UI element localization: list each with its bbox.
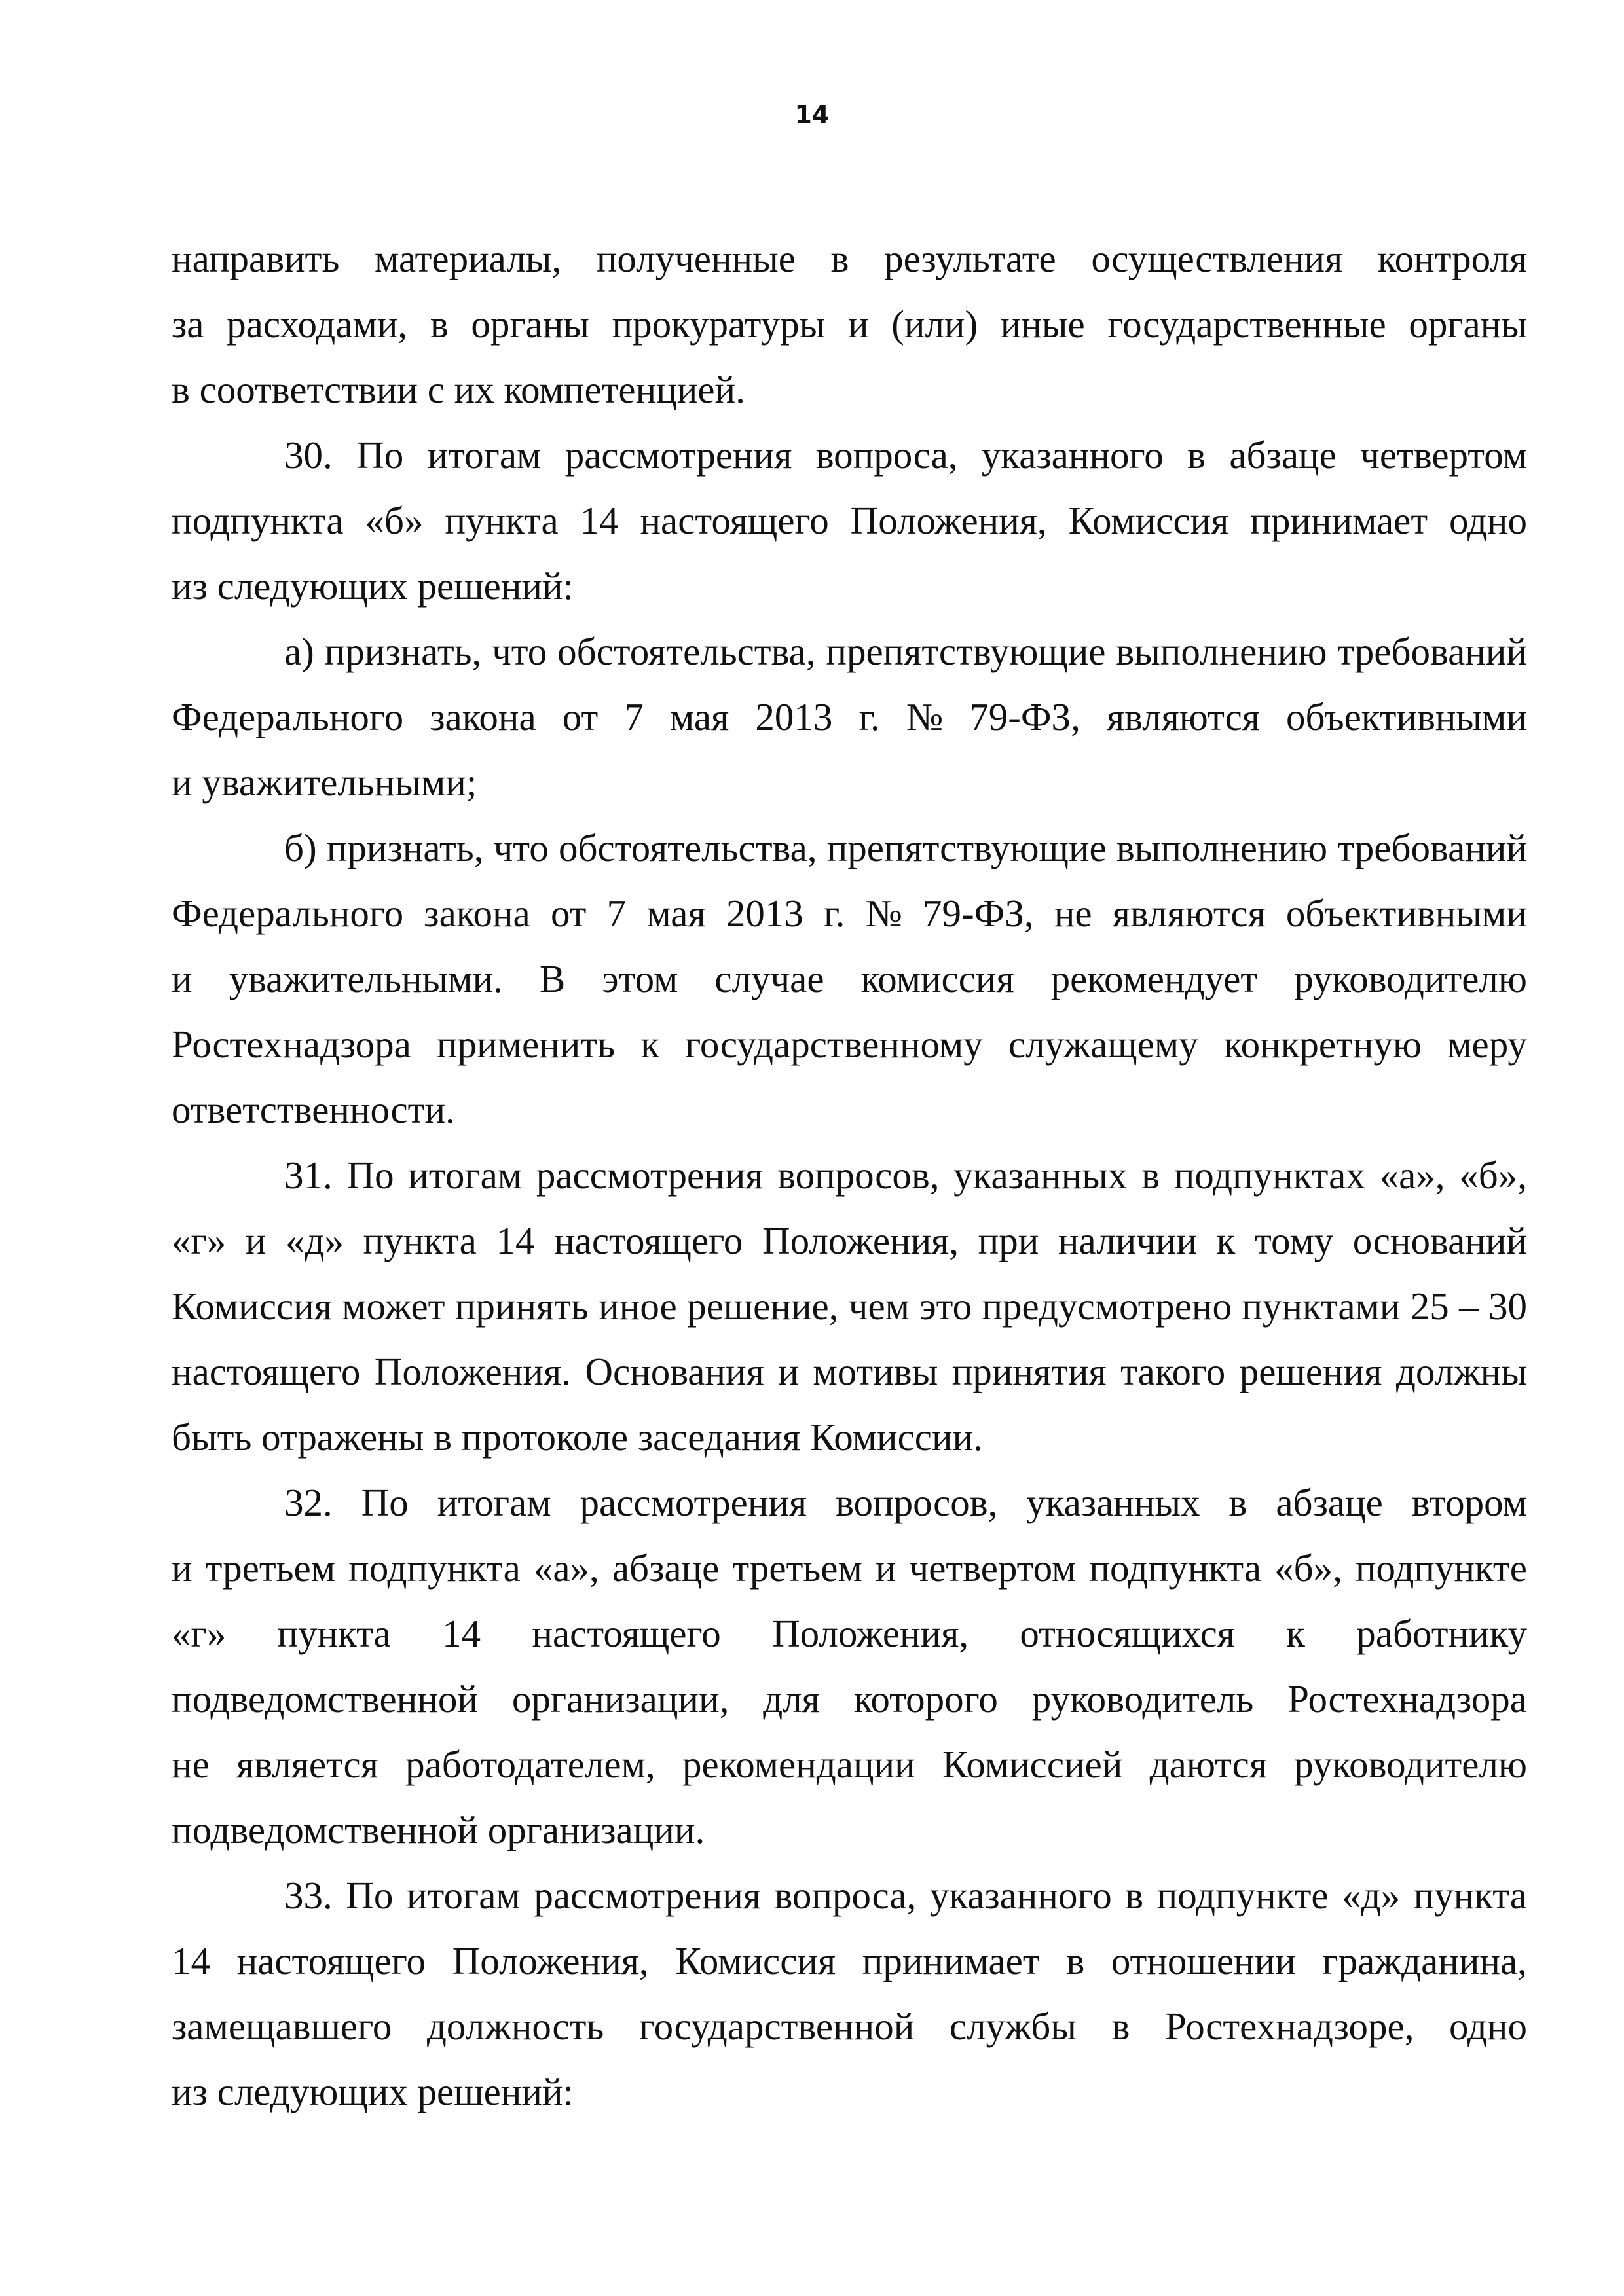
word: 7 — [624, 695, 644, 738]
word: «д» — [1342, 1874, 1401, 1917]
word: должность — [426, 2005, 604, 2048]
word: государственные — [1107, 302, 1386, 346]
word: настоящего — [236, 1939, 426, 1982]
word: уважительными. — [229, 957, 503, 1000]
word: замещавшего — [172, 2005, 392, 2048]
text-line: подведомственной организации. — [172, 1808, 705, 1851]
word: настоящего — [532, 1612, 721, 1655]
text-line — [172, 1601, 1527, 1666]
word: организации, — [511, 1677, 729, 1721]
word: настоящего — [172, 1350, 361, 1393]
word: отношении — [1111, 1939, 1296, 1982]
word: 32. — [284, 1481, 333, 1524]
word: подпункта — [348, 1546, 521, 1590]
text-line: в соответствии с их компетенцией. — [172, 368, 745, 411]
text-line — [172, 684, 1527, 750]
word: указанного — [929, 1874, 1112, 1917]
word: «б», — [1274, 1546, 1342, 1590]
word: обстоятельства, — [558, 826, 817, 869]
word: указанного — [981, 433, 1164, 477]
word: втором — [1411, 1481, 1527, 1524]
word: и — [847, 302, 869, 346]
word: 14 — [496, 1219, 535, 1262]
word: относящихся — [1020, 1612, 1235, 1655]
text-line: быть отражены в протоколе заседания Комиссии. — [172, 1415, 983, 1459]
word: Ростехнадзоре, — [1164, 2005, 1414, 2048]
word: «а», — [533, 1546, 599, 1590]
word: не — [1054, 892, 1092, 935]
word: одно — [1449, 2005, 1527, 2048]
word: конкретную — [1223, 1023, 1422, 1066]
word: Основания — [585, 1350, 764, 1393]
word: подпункта — [1089, 1546, 1262, 1590]
text-line — [284, 1863, 1527, 1928]
word: «г» — [172, 1219, 227, 1262]
paragraph-p-31 — [172, 1142, 1527, 1470]
paragraph-p-30a — [172, 619, 1527, 815]
word: объективными — [1286, 695, 1527, 738]
paragraph-p-32 — [172, 1470, 1527, 1863]
text-line — [172, 1535, 1527, 1601]
word: служащему — [1008, 1023, 1198, 1066]
word: органы — [1409, 302, 1527, 346]
word: итогам — [408, 1154, 523, 1197]
word: 33. — [284, 1874, 333, 1917]
word: третьем — [732, 1546, 862, 1590]
word: работодателем, — [405, 1743, 655, 1786]
word: что — [493, 826, 549, 869]
word: пункта — [277, 1612, 391, 1655]
text-line — [172, 1339, 1527, 1404]
word: Комиссия — [172, 1285, 332, 1328]
word: – — [1459, 1285, 1479, 1328]
word: осуществления — [1091, 237, 1343, 280]
word: является — [236, 1743, 378, 1786]
word: 30 — [1488, 1285, 1527, 1328]
word: органы — [471, 302, 589, 346]
word: мая — [669, 695, 729, 738]
word: б) — [284, 826, 317, 869]
word: и — [172, 1546, 193, 1590]
word: обстоятельства, — [557, 630, 816, 673]
word: абзаце — [612, 1546, 720, 1590]
word: подпункта — [172, 499, 344, 542]
word: требований — [1337, 826, 1527, 869]
word: 14 — [442, 1612, 481, 1655]
paragraph-p-cont — [172, 226, 1527, 422]
text-line — [172, 881, 1527, 946]
text-line — [172, 1666, 1527, 1732]
word: полученные — [596, 237, 796, 280]
word: Положения, — [762, 1219, 959, 1262]
word: настоящего — [554, 1219, 743, 1262]
text-line — [172, 946, 1527, 1011]
word: прокуратуры — [612, 302, 826, 346]
text-line — [172, 291, 1527, 357]
word: (или) — [891, 302, 978, 346]
word: четвертом — [1360, 433, 1527, 477]
word: к — [640, 1023, 659, 1066]
word: а) — [284, 630, 314, 673]
word: иное — [599, 1285, 677, 1328]
word: «б», — [1459, 1154, 1527, 1197]
word: 79-ФЗ, — [923, 892, 1034, 935]
word: «д» — [286, 1219, 344, 1262]
word: к — [1286, 1612, 1305, 1655]
word: 2013 — [755, 695, 833, 738]
word: работнику — [1356, 1612, 1527, 1655]
word: в — [1066, 1939, 1085, 1982]
word: указанных — [1026, 1481, 1200, 1524]
word: может — [342, 1285, 445, 1328]
word: даются — [1149, 1743, 1267, 1786]
word: государственной — [638, 2005, 915, 2048]
word: признать, — [326, 826, 484, 869]
word: вопросов, — [777, 1154, 940, 1197]
word: которого — [853, 1677, 998, 1721]
word: в — [430, 302, 449, 346]
word: Положения, — [452, 1939, 649, 1982]
word: третьем — [205, 1546, 336, 1590]
paragraph-p-30 — [172, 422, 1527, 619]
word: в — [1141, 1154, 1160, 1197]
text-line: из следующих решений: — [172, 2070, 574, 2113]
word: вопросов, — [836, 1481, 998, 1524]
word: препятствующие — [826, 826, 1107, 869]
word: решение, — [687, 1285, 839, 1328]
word: государственному — [685, 1023, 983, 1066]
text-line — [172, 488, 1527, 553]
word: г. — [824, 892, 845, 935]
word: являются — [1112, 892, 1266, 935]
word: 79-ФЗ, — [969, 695, 1080, 738]
word: Положения, — [772, 1612, 969, 1655]
word: в — [1187, 433, 1206, 477]
word: итогам — [406, 1874, 521, 1917]
text-line — [172, 1732, 1527, 1797]
word: 31. — [284, 1154, 333, 1197]
word: 7 — [606, 892, 627, 935]
word: наличии — [1058, 1219, 1198, 1262]
word: вопроса, — [815, 433, 958, 477]
word: По — [346, 1874, 394, 1917]
text-line: из следующих решений: — [172, 564, 574, 608]
word: руководителю — [1294, 957, 1527, 1000]
word: и — [778, 1350, 799, 1393]
word: оснований — [1352, 1219, 1527, 1262]
word: подпунктах — [1173, 1154, 1365, 1197]
word: итогам — [427, 433, 542, 477]
word: в — [1125, 1874, 1144, 1917]
word: вопроса, — [774, 1874, 917, 1917]
paragraph-p-33 — [172, 1863, 1527, 2124]
word: для — [763, 1677, 820, 1721]
word: руководителю — [1294, 1743, 1527, 1786]
word: этом — [602, 957, 678, 1000]
word: от — [550, 892, 587, 935]
word: и — [875, 1546, 896, 1590]
word: Положения, — [850, 499, 1047, 542]
word: гражданина, — [1322, 1939, 1527, 1982]
text-line — [284, 422, 1527, 488]
word: 14 — [172, 1939, 210, 1982]
word: четвертом — [909, 1546, 1077, 1590]
word: подведомственной — [172, 1677, 478, 1721]
word: Федерального — [172, 892, 404, 935]
word: рассмотрения — [580, 1481, 807, 1524]
word: указанных — [953, 1154, 1128, 1197]
word: рекомендует — [1050, 957, 1258, 1000]
document-body — [172, 226, 1527, 2124]
word: такого — [1120, 1350, 1226, 1393]
word: принятия — [951, 1350, 1107, 1393]
word: предусмотрено — [982, 1285, 1232, 1328]
word: службы — [949, 2005, 1077, 2048]
word: рассмотрения — [534, 1874, 761, 1917]
word: принимает — [862, 1939, 1040, 1982]
word: 14 — [580, 499, 619, 542]
word: настоящего — [640, 499, 829, 542]
word: и — [172, 957, 193, 1000]
word: при — [978, 1219, 1039, 1262]
word: По — [356, 433, 404, 477]
word: закона — [424, 892, 530, 935]
word: одно — [1449, 499, 1527, 542]
word: По — [361, 1481, 409, 1524]
word: пункта — [363, 1219, 477, 1262]
word: решения — [1239, 1350, 1382, 1393]
word: меру — [1447, 1023, 1527, 1066]
word: признать, — [324, 630, 482, 673]
text-line: и уважительными; — [172, 761, 477, 804]
word: за — [172, 302, 204, 346]
word: № — [865, 892, 902, 935]
word: принимает — [1250, 499, 1428, 542]
word: руководитель — [1031, 1677, 1254, 1721]
word: расходами, — [227, 302, 408, 346]
word: пункта — [445, 499, 559, 542]
word: 30. — [284, 433, 333, 477]
word: Положения. — [374, 1350, 571, 1393]
word: Комиссия — [675, 1939, 836, 1982]
word: результате — [884, 237, 1056, 280]
word: и — [245, 1219, 267, 1262]
word: закона — [430, 695, 536, 738]
word: от — [562, 695, 599, 738]
word: рассмотрения — [536, 1154, 764, 1197]
word: выполнению — [1116, 630, 1327, 673]
word: г. — [858, 695, 880, 738]
word: рекомендации — [682, 1743, 915, 1786]
word: тому — [1254, 1219, 1334, 1262]
text-line — [172, 226, 1527, 291]
word: «а», — [1379, 1154, 1445, 1197]
word: абзаце — [1229, 433, 1337, 477]
word: мотивы — [813, 1350, 938, 1393]
text-line — [284, 815, 1527, 881]
word: объективными — [1285, 892, 1527, 935]
word: В — [539, 957, 566, 1000]
word: 2013 — [726, 892, 803, 935]
word: «б» — [365, 499, 424, 542]
word: в — [830, 237, 849, 280]
word: контроля — [1377, 237, 1527, 280]
word: в — [1111, 2005, 1130, 2048]
text-line — [172, 1208, 1527, 1273]
word: итогам — [437, 1481, 551, 1524]
word: требований — [1337, 630, 1527, 673]
word: Комиссия — [1068, 499, 1229, 542]
word: принять — [454, 1285, 589, 1328]
word: чем — [848, 1285, 910, 1328]
word: Комиссией — [942, 1743, 1123, 1786]
word: выполнению — [1116, 826, 1328, 869]
text-line — [172, 1928, 1527, 1994]
word: Федерального — [172, 695, 404, 738]
text-line — [172, 1994, 1527, 2059]
word: не — [172, 1743, 210, 1786]
word: Ростехнадзора — [1287, 1677, 1527, 1721]
text-line — [284, 1142, 1527, 1208]
word: рассмотрения — [564, 433, 792, 477]
word: подпункте — [1156, 1874, 1329, 1917]
word: По — [346, 1154, 394, 1197]
text-line — [172, 1273, 1527, 1339]
paragraph-p-30b — [172, 815, 1527, 1142]
text-line — [284, 619, 1527, 684]
text-line: ответственности. — [172, 1088, 455, 1131]
word: являются — [1106, 695, 1260, 738]
word: это — [919, 1285, 972, 1328]
text-line — [172, 1011, 1527, 1077]
word: препятствующие — [826, 630, 1106, 673]
word: 25 — [1410, 1285, 1449, 1328]
word: иные — [1000, 302, 1085, 346]
word: что — [492, 630, 547, 673]
word: должны — [1395, 1350, 1527, 1393]
word: к — [1216, 1219, 1236, 1262]
word: «г» — [172, 1612, 227, 1655]
word: материалы, — [375, 237, 562, 280]
word: подпункте — [1355, 1546, 1527, 1590]
page-number: 14 — [794, 100, 830, 129]
word: случае — [714, 957, 824, 1000]
word: пунктами — [1242, 1285, 1401, 1328]
text-line — [284, 1470, 1527, 1535]
word: мая — [646, 892, 706, 935]
word: применить — [437, 1023, 616, 1066]
word: направить — [172, 237, 340, 280]
word: абзаце — [1276, 1481, 1383, 1524]
word: № — [906, 695, 944, 738]
word: комиссия — [860, 957, 1014, 1000]
word: в — [1228, 1481, 1247, 1524]
word: Ростехнадзора — [172, 1023, 411, 1066]
word: пункта — [1413, 1874, 1527, 1917]
